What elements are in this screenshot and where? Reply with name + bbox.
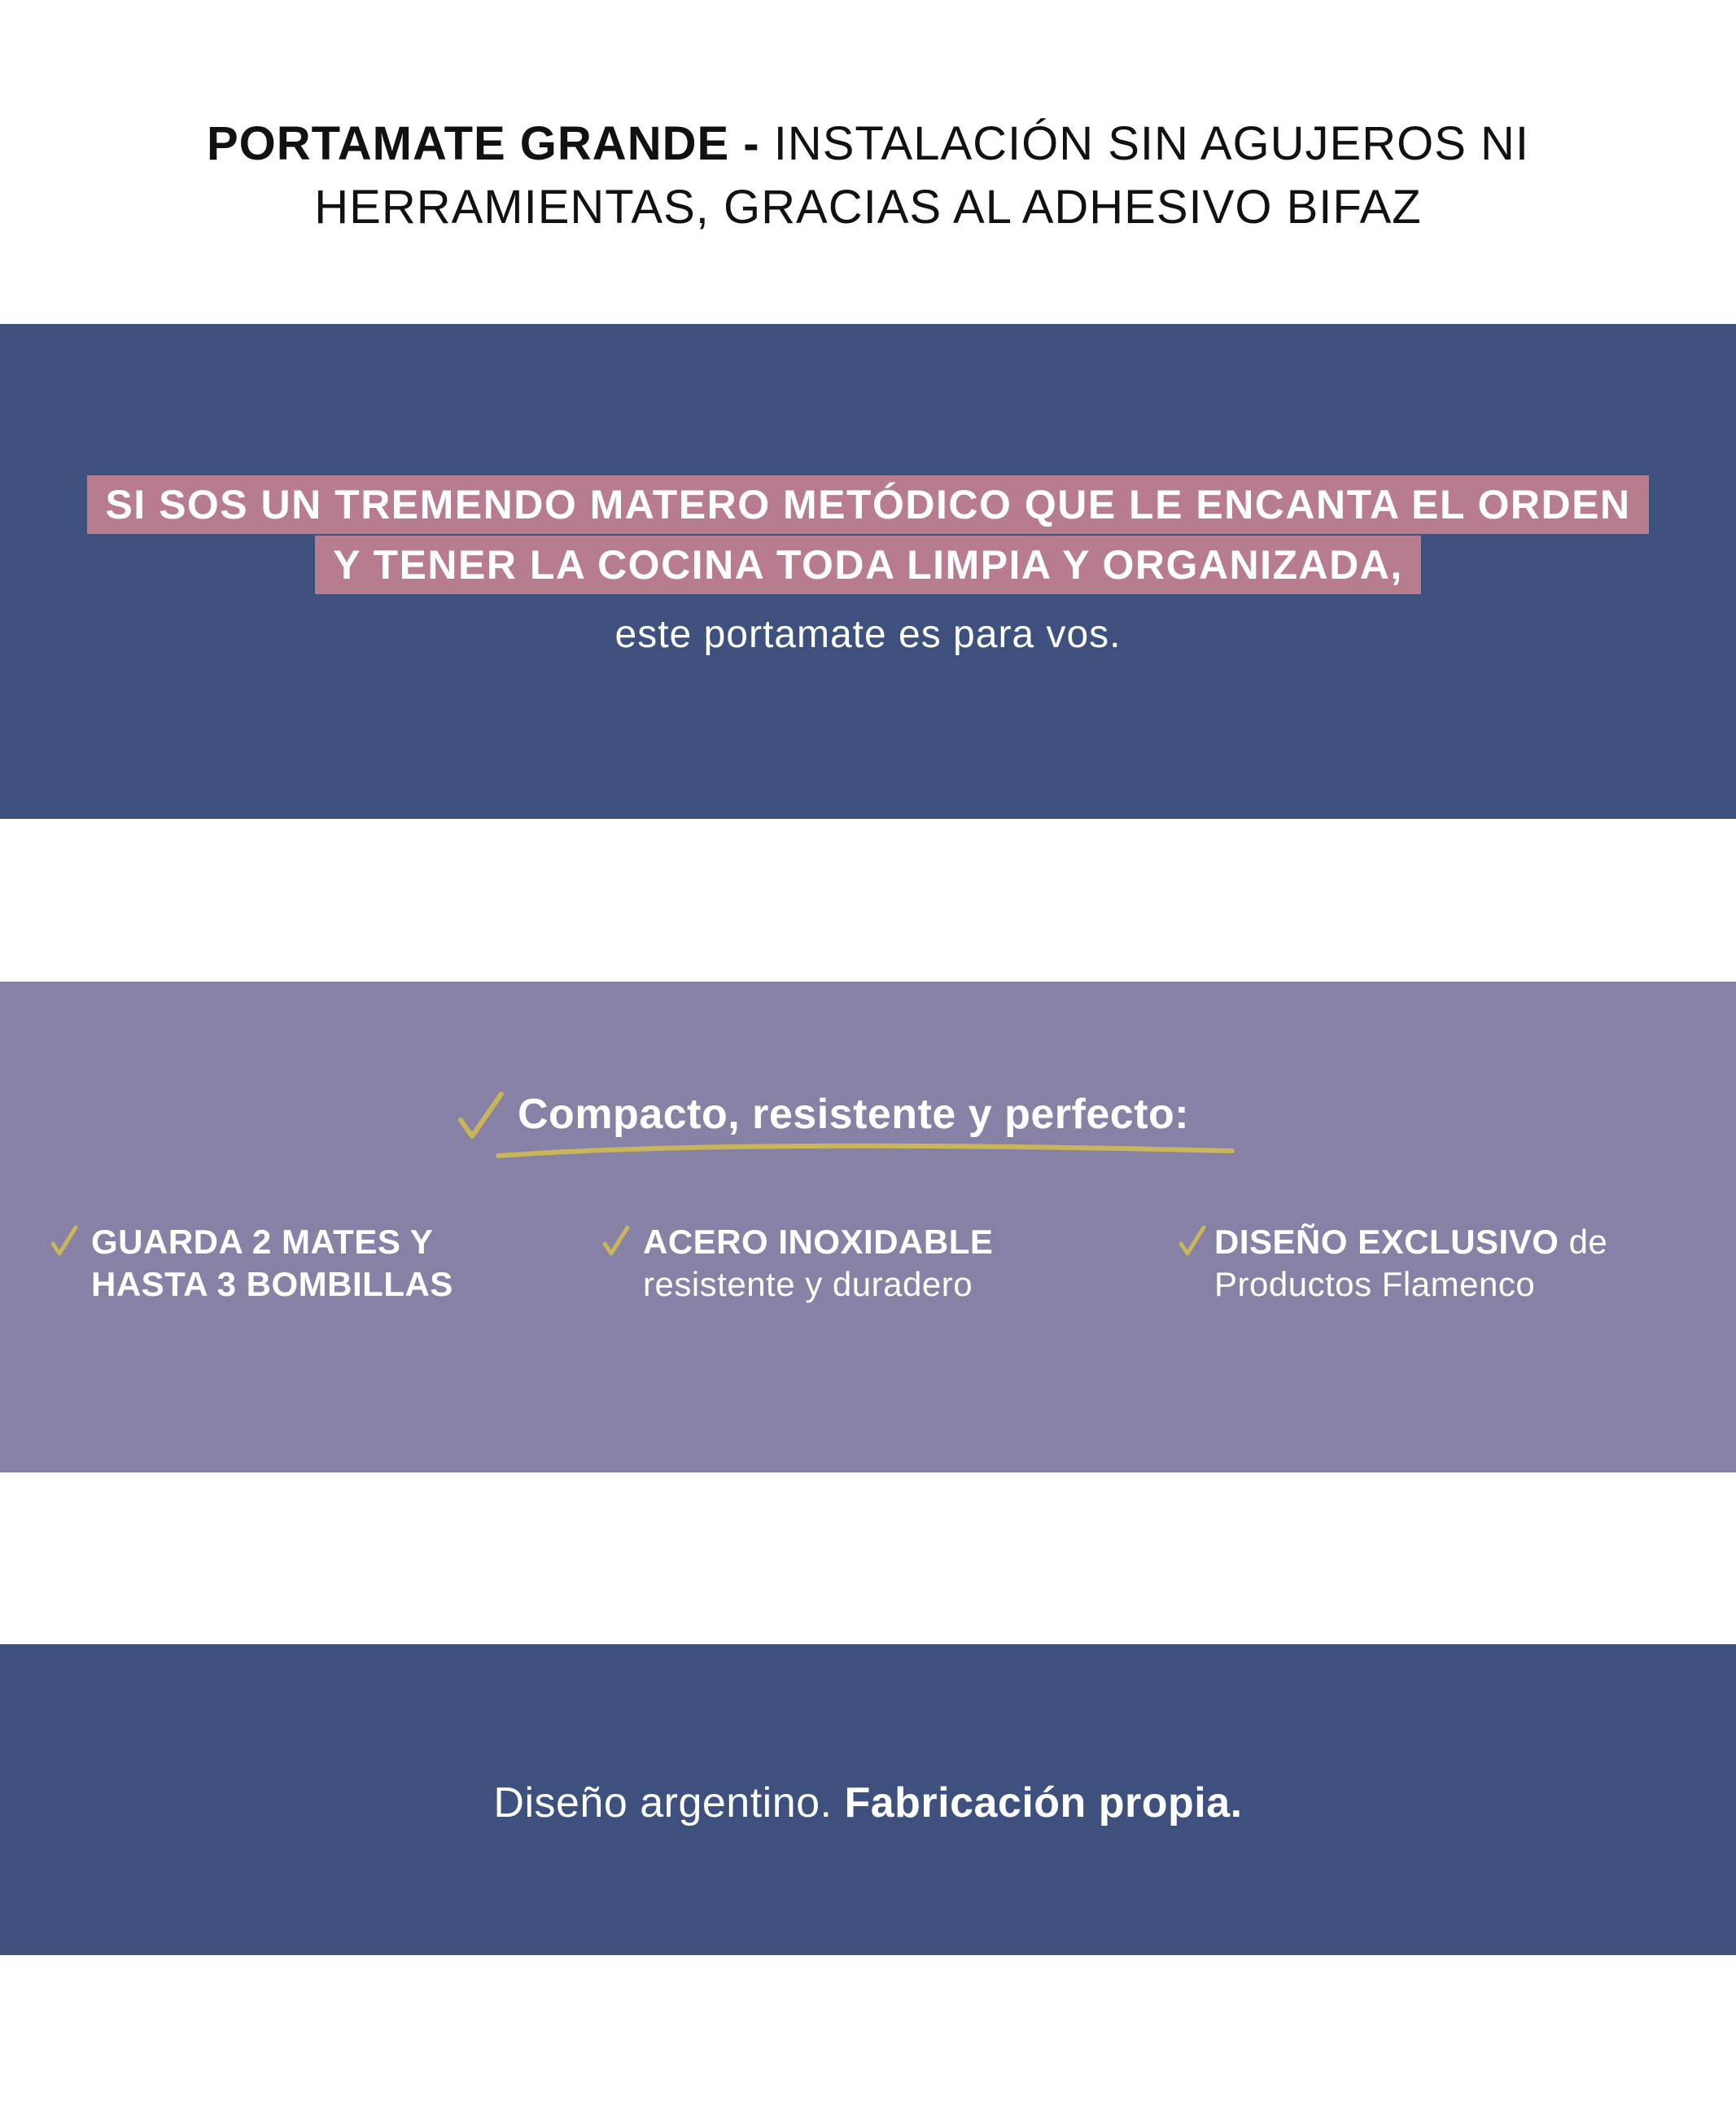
check-icon <box>457 1089 505 1141</box>
check-icon <box>50 1224 78 1257</box>
check-icon <box>602 1224 630 1257</box>
underline-stroke <box>495 1138 1235 1162</box>
features-title: Compacto, resistente y perfecto: <box>518 1091 1190 1138</box>
tagline-normal: Diseño argentino. <box>493 1779 845 1827</box>
page-header <box>0 0 1736 324</box>
feature-suffix: de <box>1559 1223 1608 1261</box>
tagline-bold: Fabricación propia. <box>844 1779 1243 1827</box>
features-heading <box>0 1081 1736 1154</box>
feature-text <box>643 1221 993 1306</box>
highlight-line-1: SI SOS UN TREMENDO MATERO METÓDICO QUE LE ENCANTA EL ORDEN <box>87 475 1648 534</box>
intro-band <box>0 324 1736 819</box>
title-light: INSTALACIÓN SIN AGUJEROS NI <box>759 117 1530 170</box>
check-icon <box>1178 1224 1206 1257</box>
title-bold: PORTAMATE GRANDE - <box>206 117 760 170</box>
feature-item <box>602 1221 1058 1310</box>
page-title <box>0 112 1736 239</box>
feature-text <box>1214 1221 1607 1306</box>
intro-highlight <box>0 475 1736 594</box>
intro-subline: este portamate es para vos. <box>614 613 1122 656</box>
title-line-1 <box>0 112 1736 176</box>
feature-bold-line: ACERO INOXIDABLE <box>643 1223 994 1261</box>
title-line-2: HERRAMIENTAS, GRACIAS AL ADHESIVO BIFAZ <box>314 181 1422 234</box>
feature-bold-line: HASTA 3 BOMBILLAS <box>91 1265 453 1303</box>
feature-normal-line: Productos Flamenco <box>1214 1265 1536 1303</box>
feature-bold-line: DISEÑO EXCLUSIVO <box>1214 1223 1559 1261</box>
feature-bold-line: GUARDA 2 MATES Y <box>91 1223 434 1261</box>
feature-item <box>1178 1221 1667 1310</box>
features-band <box>0 982 1736 1472</box>
feature-normal-line: resistente y duradero <box>643 1265 973 1303</box>
feature-item <box>50 1221 506 1310</box>
feature-text <box>91 1221 453 1306</box>
highlight-line-2: Y TENER LA COCINA TODA LIMPIA Y ORGANIZADA, <box>315 536 1421 594</box>
feature-line <box>1214 1221 1607 1263</box>
tagline <box>0 1774 1736 1831</box>
tagline-band <box>0 1644 1736 1955</box>
